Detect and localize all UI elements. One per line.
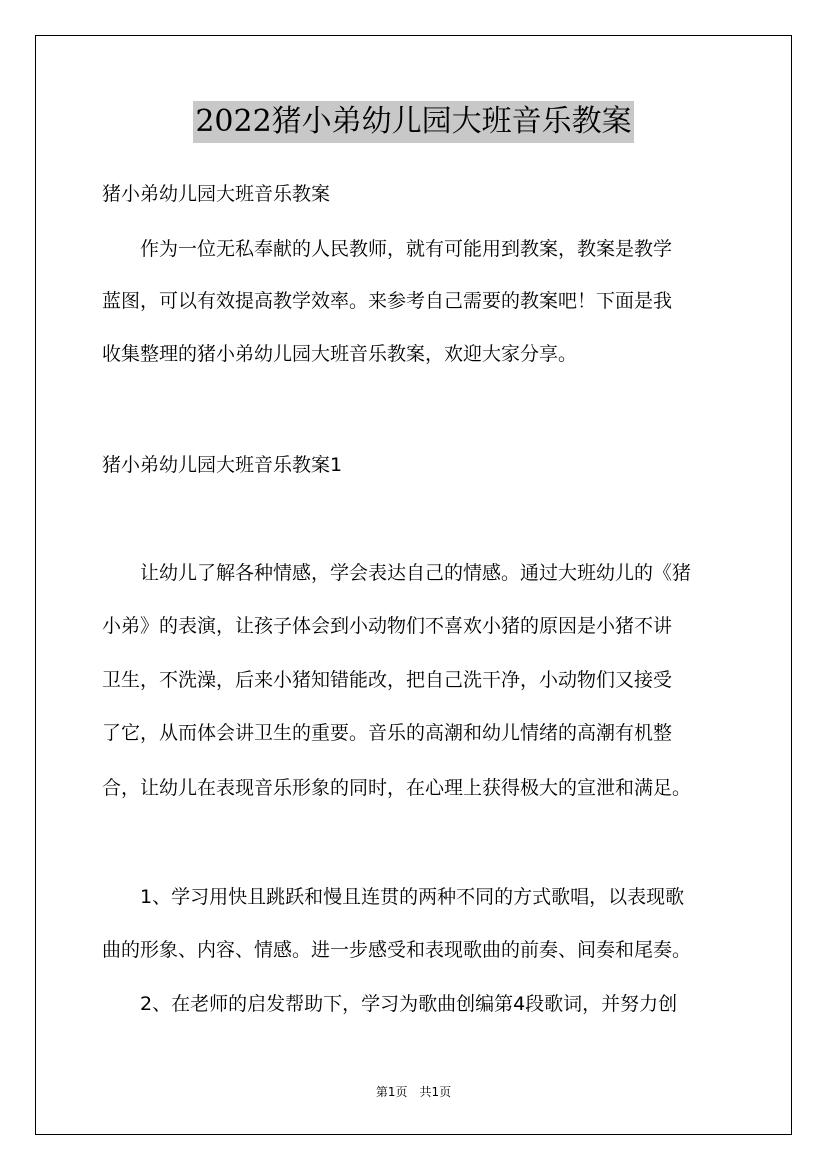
page-footer [0,1084,827,1100]
body-line-4: 了它，从而体会讲卫生的重要。音乐的高潮和幼儿情绪的高潮有机整 [102,722,673,744]
page-total: 共1页 [419,1085,452,1099]
title-container [0,101,827,143]
document-subtitle: 猪小弟幼儿园大班音乐教案 [102,183,331,205]
page-number: 第1页 [375,1085,408,1099]
body-line-2: 小弟》的表演，让孩子体会到小动物们不喜欢小猪的原因是小猪不讲 [102,615,673,637]
intro-line-1: 作为一位无私奉献的人民教师，就有可能用到教案，教案是教学 [102,238,673,260]
goal-line-2: 曲的形象、内容、情感。进一步感受和表现歌曲的前奏、间奏和尾奏。 [102,939,692,961]
body-line-1: 让幼儿了解各种情感，学会表达自己的情感。通过大班幼儿的《猪 [102,562,692,584]
body-line-5: 合，让幼儿在表现音乐形象的同时，在心理上获得极大的宣泄和满足。 [102,777,692,799]
goal-line-3: 2、在老师的启发帮助下，学习为歌曲创编第4段歌词，并努力创 [102,993,678,1015]
goal-line-1: 1、学习用快且跳跃和慢且连贯的两种不同的方式歌唱，以表现歌 [102,886,685,908]
section-heading: 猪小弟幼儿园大班音乐教案1 [102,454,343,476]
body-line-3: 卫生，不洗澡，后来小猪知错能改，把自己洗干净，小动物们又接受 [102,669,673,691]
intro-line-2: 蓝图，可以有效提高教学效率。来参考自己需要的教案吧！下面是我 [102,290,673,312]
intro-line-3: 收集整理的猪小弟幼儿园大班音乐教案，欢迎大家分享。 [102,343,578,365]
document-title: 2022猪小弟幼儿园大班音乐教案 [193,101,633,143]
